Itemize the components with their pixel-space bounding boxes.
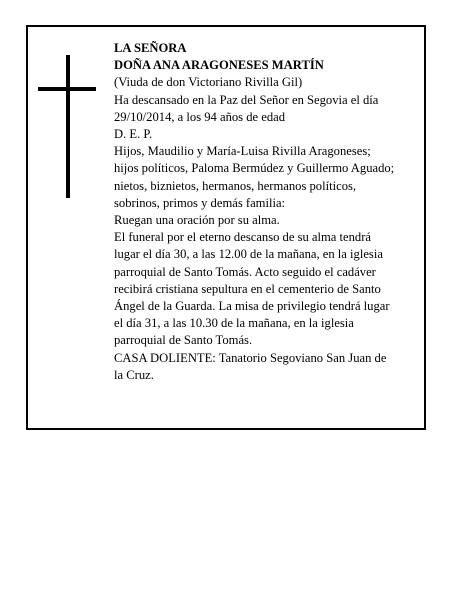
funeral-info-line-6: el día 31, a las 10.30 de la mañana, en la iglesia: [114, 316, 354, 331]
obituary-text: [114, 40, 420, 384]
death-announcement-line-1: Ha descansado en la Paz del Señor en Segovia el día: [114, 92, 379, 107]
family-line-1: Hijos, Maudilio y María-Luisa Rivilla Aragoneses;: [114, 144, 371, 159]
funeral-info-line-5: Ángel de la Guarda. La misa de privilegio tendrá lugar: [114, 299, 390, 314]
deceased-name: DOÑA ANA ARAGONESES MARTÍN: [114, 58, 324, 73]
funeral-info-line-4: recibirá cristiana sepultura en el cementerio de Santo: [114, 281, 381, 296]
funeral-info-line-7: parroquial de Santo Tomás.: [114, 333, 253, 348]
latin-cross-icon: [38, 55, 96, 198]
prayer-request-line: Ruegan una oración por su alma.: [114, 213, 280, 228]
funeral-info-line-2: lugar el día 30, a las 12.00 de la mañana, en la iglesia: [114, 247, 383, 262]
widow-of-line: (Viuda de don Victoriano Rivilla Gil): [114, 75, 303, 90]
cross-horizontal-bar: [38, 87, 96, 91]
cross-vertical-bar: [66, 55, 70, 198]
funeral-info-line-3: parroquial de Santo Tomás. Acto seguido el cadáver: [114, 264, 376, 279]
notice-title: LA SEÑORA: [114, 41, 187, 55]
family-line-2: hijos políticos, Paloma Bermúdez y Guillermo Aguado;: [114, 161, 395, 176]
family-line-3: nietos, biznietos, hermanos, hermanos políticos,: [114, 178, 357, 193]
family-line-4: sobrinos, primos y demás familia:: [114, 195, 286, 210]
obituary-notice: [26, 25, 426, 430]
rip-line: D. E. P.: [114, 127, 153, 142]
death-announcement-line-2: 29/10/2014, a los 94 años de edad: [114, 109, 286, 124]
funeral-info-line-1: El funeral por el eterno descanso de su alma tendrá: [114, 230, 372, 245]
casa-doliente-line-2: la Cruz.: [114, 367, 154, 382]
casa-doliente-line-1: CASA DOLIENTE: Tanatorio Segoviano San Juan de: [114, 350, 387, 365]
